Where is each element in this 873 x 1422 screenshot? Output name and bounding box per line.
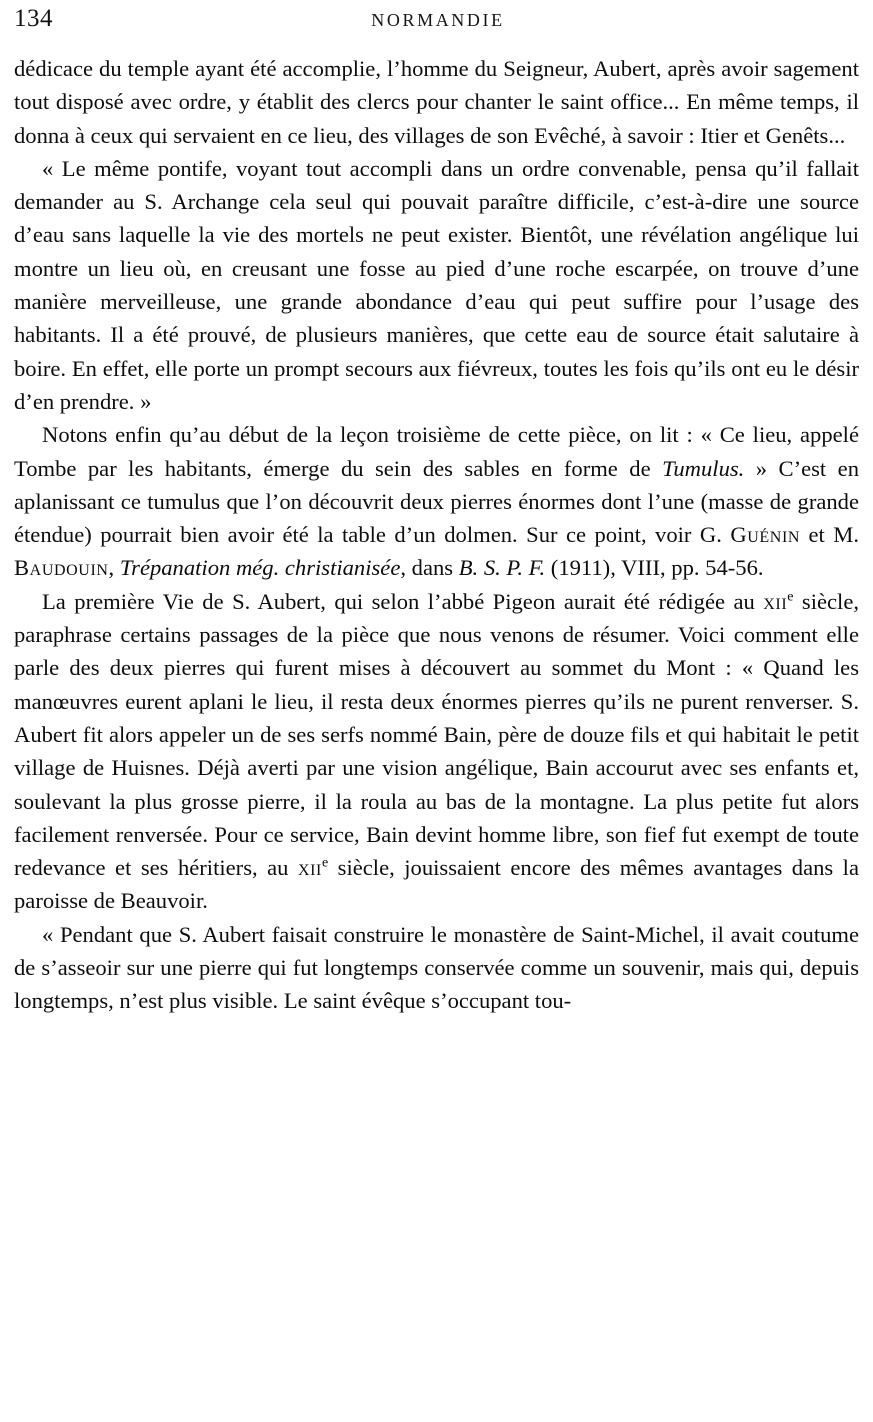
text-run: « Le même pontife, voyant tout accompli dans un ordre convenable, pensa qu’il fallait demander au S. Archange cela seul qui pouvait paraître difficile, c’est-à-dire une source d’eau sans laquelle la vie des mortels ne peut exister. Bientôt, une révélation angélique lui montre un lieu où, en creusant une fosse au pied d’une roche escarpée, on trouve d’une manière merveilleuse, une grande abondance d’eau qui peut suffire pour l’usage des habitants. Il a été prouvé, de plusieurs manières, que cette eau de source était salutaire à boire. En effet, elle porte un prompt secours aux fiévreux, toutes les fois qu’ils ont eu le désir d’en prendre. » — [14, 155, 859, 414]
paragraph — [14, 918, 859, 1018]
superscript-text: e — [321, 855, 329, 871]
text-run: , — [108, 555, 120, 581]
text-run: , dans — [400, 555, 459, 581]
text-run: siècle, jouissaient encore des mêmes avantages dans la paroisse de Beauvoir. — [14, 855, 859, 914]
superscript-text: e — [787, 589, 794, 605]
italic-text: Tumulus. — [662, 455, 745, 481]
paragraph — [14, 418, 859, 584]
paragraph — [14, 152, 859, 418]
italic-text: B. S. P. F. — [458, 555, 546, 581]
running-head-title: NORMANDIE — [371, 10, 505, 30]
page-number: 134 — [14, 5, 53, 32]
text-run: » C’est en aplanissant ce tumulus que l’on découvrit deux pierres énormes dont l’une (masse de grande étendue) pourrait bien avoir été la table d’un dolmen. Sur ce point, voir G. — [14, 455, 859, 548]
italic-text: Trépanation még. christianisée — [119, 555, 401, 581]
text-run: siècle, paraphrase certains passages de la pièce que nous venons de résumer. Voici comment elle parle des deux pierres qui furent mises à découvert au sommet du Mont : « Quand les manœuvres eurent aplani le lieu, il resta deux énormes pierres qu’ils ne purent renverser. S. Aubert fit alors appeler un de ses serfs nommé Bain, père de douze fils et qui habitait le petit village de Huisnes. Déjà averti par une vision angélique, Bain accourut avec ses enfants et, soulevant la plus grosse pierre, il la roula au bas de la montagne. La plus petite fut alors facilement renversée. Pour ce service, Bain devint homme libre, son fief fut exempt de toute redevance et ses héritiers, au — [14, 588, 859, 881]
text-run: La première Vie de S. Aubert, qui selon l’abbé Pigeon aurait été rédigée au — [42, 588, 764, 614]
small-caps-text: xii — [763, 588, 788, 614]
paragraph — [14, 52, 859, 152]
text-run: et M. — [800, 522, 859, 548]
paragraph — [14, 585, 859, 918]
running-head — [10, 6, 863, 40]
small-caps-text: Baudouin — [14, 555, 109, 581]
small-caps-text: xii — [297, 855, 322, 881]
text-run: Notons enfin qu’au début de la leçon troisième de cette pièce, on lit : « Ce lieu, appelé Tombe par les habitants, émerge du sein des sables en forme de — [14, 422, 859, 481]
text-run: « Pendant que S. Aubert faisait construire le monastère de Saint-Michel, il avait coutume de s’asseoir sur une pierre qui fut longtemps conservée comme un souvenir, mais qui, depuis longtemps, n’est plus visible. Le saint évêque s’occupant tou- — [14, 921, 859, 1014]
body-text — [10, 52, 863, 1018]
small-caps-text: Guénin — [730, 522, 801, 548]
text-run: (1911), VIII, pp. 54-56. — [545, 555, 764, 581]
text-run: dédicace du temple ayant été accomplie, l’homme du Seigneur, Aubert, après avoir sagement tout disposé avec ordre, y établit des clercs pour chanter le saint office... En même temps, il donna à ceux qui servaient en ce lieu, des villages de son Evêché, à savoir : Itier et Genêts... — [14, 56, 859, 148]
